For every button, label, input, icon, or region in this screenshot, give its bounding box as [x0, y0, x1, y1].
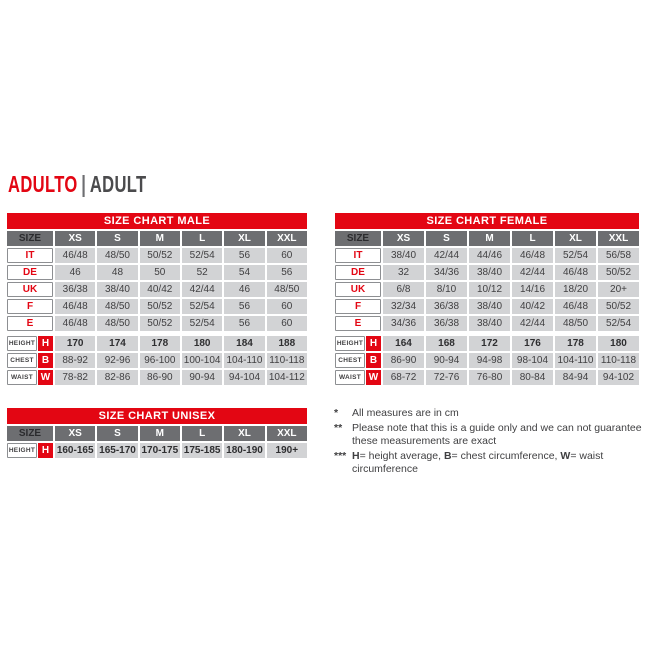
column-header-xs: XS — [55, 426, 95, 441]
footnote-segment: = chest circumference, — [451, 449, 561, 462]
size-cell: 52/54 — [182, 299, 222, 314]
measure-name: HEIGHT — [7, 443, 37, 458]
measure-label-chest — [7, 353, 53, 368]
size-chart-unisex-table — [7, 408, 307, 458]
column-header-xl: XL — [224, 231, 264, 246]
size-cell: 50/52 — [140, 299, 180, 314]
size-cell: 40/42 — [140, 282, 180, 297]
measure-cell: 82-86 — [97, 370, 137, 385]
measure-cell: 80-84 — [512, 370, 553, 385]
size-cell: 50/52 — [598, 265, 639, 280]
measure-cell: 98-104 — [512, 353, 553, 368]
size-cell: 48/50 — [97, 316, 137, 331]
column-header-l: L — [182, 231, 222, 246]
measure-name: CHEST — [7, 353, 37, 368]
size-cell: 50 — [140, 265, 180, 280]
column-header-xxl: XXL — [267, 426, 307, 441]
measure-label-chest — [335, 353, 381, 368]
page-title-separator: | — [81, 171, 87, 197]
column-header-xs: XS — [383, 231, 424, 246]
size-cell: 52/54 — [182, 316, 222, 331]
measure-badge: B — [38, 353, 53, 368]
size-cell: 36/38 — [426, 299, 467, 314]
measure-badge: H — [38, 443, 53, 458]
column-header-xl: XL — [555, 231, 596, 246]
measure-cell: 172 — [469, 336, 510, 351]
size-cell: 38/40 — [469, 299, 510, 314]
measure-cell: 90-94 — [426, 353, 467, 368]
region-label-uk: UK — [7, 282, 53, 297]
size-cell: 52 — [182, 265, 222, 280]
column-header-m: M — [469, 231, 510, 246]
footnote-segment: All measures are in cm — [352, 407, 459, 419]
region-label-it: IT — [335, 248, 381, 263]
measure-cell: 88-92 — [55, 353, 95, 368]
measure-cell: 104-110 — [555, 353, 596, 368]
footnote-segment: = waist circumference — [352, 449, 604, 475]
measure-badge: W — [38, 370, 53, 385]
page-title — [8, 171, 147, 198]
footnote — [334, 407, 645, 421]
size-cell: 52/54 — [555, 248, 596, 263]
measure-cell: 175-185 — [183, 445, 221, 456]
measure-label-height — [7, 336, 53, 351]
measure-label-waist — [335, 370, 381, 385]
footnotes — [334, 407, 645, 478]
measure-cell: 96-100 — [140, 353, 180, 368]
size-cell: 52/54 — [598, 316, 639, 331]
footnote-text — [352, 422, 645, 449]
size-cell: 42/44 — [182, 282, 222, 297]
size-cell: 42/44 — [512, 316, 553, 331]
measure-name: HEIGHT — [335, 336, 365, 351]
measure-cell: 178 — [140, 336, 180, 351]
size-cell: 48/50 — [267, 282, 307, 297]
measure-cell: 174 — [97, 336, 137, 351]
size-cell: 56 — [224, 248, 264, 263]
footnote-marker: ** — [334, 421, 343, 434]
footnote — [334, 422, 645, 449]
size-cell: 6/8 — [383, 282, 424, 297]
measure-cell: 92-96 — [97, 353, 137, 368]
size-cell: 34/36 — [383, 316, 424, 331]
size-cell: 46/48 — [55, 248, 95, 263]
measure-cell: 176 — [512, 336, 553, 351]
measure-cell: 164 — [383, 336, 424, 351]
column-header-xxl: XXL — [598, 231, 639, 246]
measure-cell: 94-98 — [469, 353, 510, 368]
size-cell: 40/42 — [512, 299, 553, 314]
table-title: SIZE CHART FEMALE — [335, 213, 639, 229]
footnote-segment: Please note that this is a guide only and we can not guarantee these measurements are exact — [352, 421, 642, 447]
measure-name: HEIGHT — [7, 336, 37, 351]
size-cell: 38/40 — [383, 248, 424, 263]
size-cell: 38/40 — [469, 265, 510, 280]
size-cell: 48/50 — [97, 299, 137, 314]
table-title: SIZE CHART UNISEX — [7, 408, 307, 424]
measure-cell: 110-118 — [598, 353, 639, 368]
size-cell: 38/40 — [469, 316, 510, 331]
size-cell: 60 — [267, 316, 307, 331]
measure-label-waist — [7, 370, 53, 385]
size-cell: 46/48 — [55, 299, 95, 314]
measure-badge: B — [366, 353, 381, 368]
size-cell: 56/58 — [598, 248, 639, 263]
column-header-size: SIZE — [335, 231, 381, 246]
size-cell: 48 — [97, 265, 137, 280]
measure-badge: W — [366, 370, 381, 385]
measure-cell: 188 — [267, 336, 307, 351]
size-cell: 46 — [224, 282, 264, 297]
column-header-size: SIZE — [7, 231, 53, 246]
footnote — [334, 450, 645, 477]
size-cell: 32 — [383, 265, 424, 280]
size-cell: 18/20 — [555, 282, 596, 297]
measure-cell: 94-104 — [224, 370, 264, 385]
region-label-e: E — [335, 316, 381, 331]
measure-cell: 86-90 — [383, 353, 424, 368]
column-header-size: SIZE — [7, 426, 53, 441]
column-header-xs: XS — [55, 231, 95, 246]
measure-cell: 72-76 — [426, 370, 467, 385]
measure-cell: 94-102 — [598, 370, 639, 385]
measure-cell: 104-110 — [224, 353, 264, 368]
size-cell: 60 — [267, 248, 307, 263]
measure-cell: 170-175 — [141, 445, 179, 456]
column-header-m: M — [140, 426, 180, 441]
size-cell: 20+ — [598, 282, 639, 297]
measure-badge: H — [366, 336, 381, 351]
size-cell: 8/10 — [426, 282, 467, 297]
measure-cell: 165-170 — [99, 445, 136, 456]
region-label-it: IT — [7, 248, 53, 263]
measure-cell: 104-112 — [267, 370, 307, 385]
size-cell: 32/34 — [383, 299, 424, 314]
size-cell: 14/16 — [512, 282, 553, 297]
column-header-s: S — [97, 426, 137, 441]
size-cell: 50/52 — [140, 316, 180, 331]
measure-cell: 86-90 — [140, 370, 180, 385]
region-label-de: DE — [7, 265, 53, 280]
size-cell: 36/38 — [55, 282, 95, 297]
size-cell: 44/46 — [469, 248, 510, 263]
footnote-text — [352, 450, 645, 477]
size-cell: 48/50 — [97, 248, 137, 263]
region-label-e: E — [7, 316, 53, 331]
size-cell: 56 — [224, 316, 264, 331]
measure-cell: 76-80 — [469, 370, 510, 385]
size-cell: 36/38 — [426, 316, 467, 331]
size-cell: 50/52 — [598, 299, 639, 314]
column-header-l: L — [512, 231, 553, 246]
size-cell: 34/36 — [426, 265, 467, 280]
size-cell: 54 — [224, 265, 264, 280]
size-cell: 60 — [267, 299, 307, 314]
measure-cell: 190+ — [267, 443, 307, 458]
column-header-l: L — [182, 426, 222, 441]
measure-cell: 180-190 — [226, 445, 263, 456]
size-chart-female-table — [335, 213, 639, 385]
size-cell: 48/50 — [555, 316, 596, 331]
measure-cell: 100-104 — [183, 355, 221, 366]
footnote-marker: *** — [334, 449, 347, 462]
size-cell: 46/48 — [555, 265, 596, 280]
region-label-f: F — [335, 299, 381, 314]
footnote-marker: * — [334, 407, 339, 419]
measure-label-height — [335, 336, 381, 351]
size-cell: 46/48 — [55, 316, 95, 331]
size-cell: 46/48 — [555, 299, 596, 314]
footnote-segment: B — [443, 449, 452, 462]
column-header-s: S — [426, 231, 467, 246]
column-header-m: M — [140, 231, 180, 246]
size-cell: 42/44 — [512, 265, 553, 280]
measure-cell: 168 — [426, 336, 467, 351]
size-cell: 56 — [224, 299, 264, 314]
measure-label-height — [7, 443, 53, 458]
region-label-f: F — [7, 299, 53, 314]
footnote-segment: W — [560, 449, 571, 462]
region-label-uk: UK — [335, 282, 381, 297]
size-cell: 42/44 — [426, 248, 467, 263]
measure-cell: 178 — [555, 336, 596, 351]
measure-cell: 90-94 — [182, 370, 222, 385]
footnote-segment: H — [352, 449, 360, 462]
region-label-de: DE — [335, 265, 381, 280]
size-chart-male-table — [7, 213, 307, 385]
measure-cell: 180 — [182, 336, 222, 351]
measure-cell: 84-94 — [555, 370, 596, 385]
measure-cell: 110-118 — [267, 353, 307, 368]
column-header-s: S — [97, 231, 137, 246]
measure-cell: 68-72 — [383, 370, 424, 385]
measure-cell: 78-82 — [55, 370, 95, 385]
table-title: SIZE CHART MALE — [7, 213, 307, 229]
measure-cell: 160-165 — [56, 445, 94, 456]
size-cell: 56 — [267, 265, 307, 280]
size-cell: 46 — [55, 265, 95, 280]
measure-cell: 184 — [224, 336, 264, 351]
column-header-xl: XL — [224, 426, 264, 441]
measure-badge: H — [38, 336, 53, 351]
size-cell: 38/40 — [97, 282, 137, 297]
measure-cell: 180 — [598, 336, 639, 351]
footnote-segment: = height average, — [359, 449, 444, 462]
size-cell: 50/52 — [140, 248, 180, 263]
measure-name: WAIST — [335, 370, 365, 385]
column-header-xxl: XXL — [267, 231, 307, 246]
measure-cell: 170 — [55, 336, 95, 351]
size-cell: 52/54 — [182, 248, 222, 263]
page-title-primary: ADULTO — [8, 171, 78, 197]
size-cell: 46/48 — [512, 248, 553, 263]
measure-name: WAIST — [7, 370, 37, 385]
page-title-secondary: ADULT — [89, 171, 147, 197]
size-cell: 10/12 — [469, 282, 510, 297]
footnote-text — [352, 407, 645, 421]
measure-name: CHEST — [335, 353, 365, 368]
